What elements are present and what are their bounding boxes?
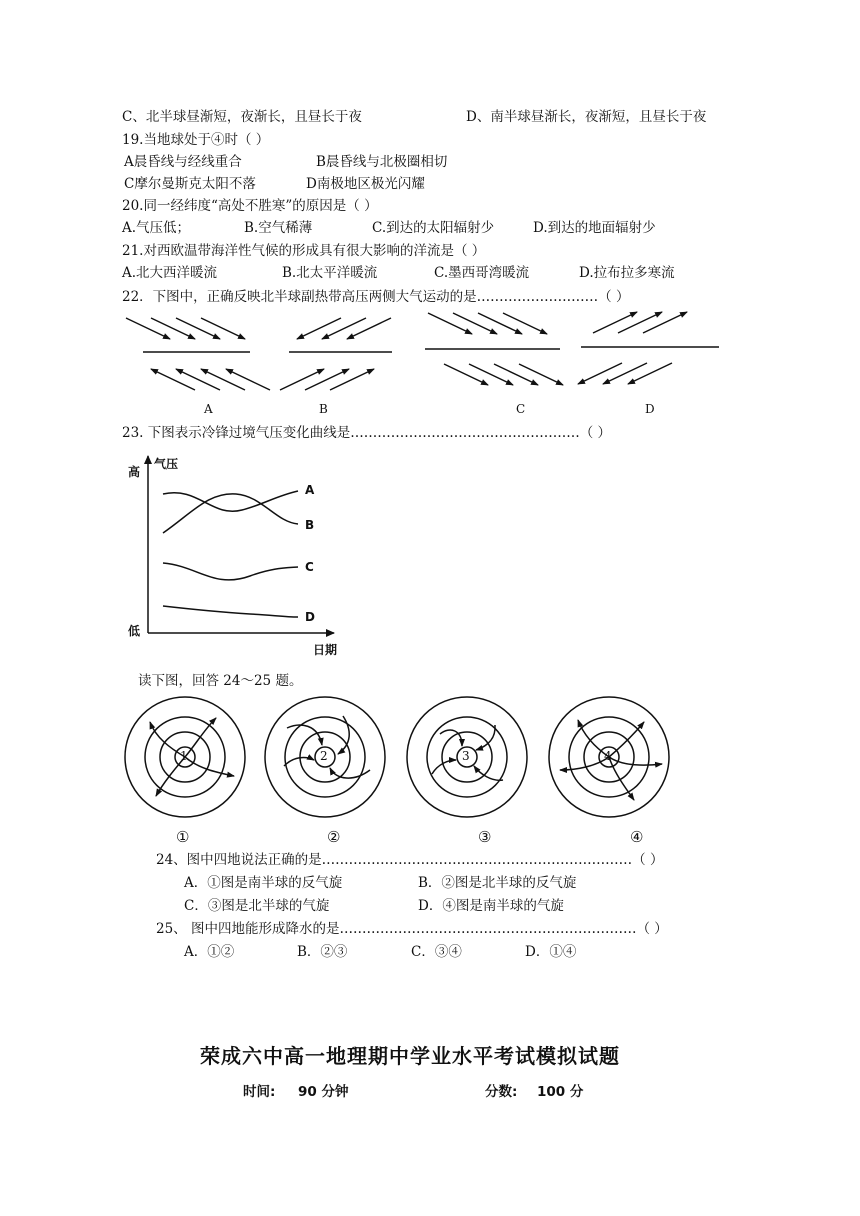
curve-c	[163, 563, 298, 580]
exam-score-label: 分数:	[485, 1084, 518, 1100]
circle-caption-3: ③	[478, 828, 492, 846]
circle-caption-1: ①	[176, 828, 190, 846]
q23-stem: 23. 下图表示冷锋过境气压变化曲线是……………………………………………（ ）	[122, 425, 612, 441]
q22-stem: 22．下图中，正确反映北半球副热带高压两侧大气运动的是………………………（ ）	[122, 289, 630, 305]
diagram-c	[425, 313, 563, 385]
q21-option-b: B.北太平洋暖流	[282, 265, 378, 281]
q20-option-c: C.到达的太阳辐射少	[372, 220, 495, 236]
circle-center-label-3: 3	[462, 749, 470, 763]
q21-stem: 21.对西欧温带海洋性气候的形成具有很大影响的洋流是（ ）	[122, 243, 486, 259]
q21-option-c: C.墨西哥湾暖流	[434, 265, 530, 281]
circle-caption-2: ②	[327, 828, 341, 846]
circle-center-label-1: 1	[180, 749, 188, 763]
exam-title: 荣成六中高一地理期中学业水平考试模拟试题	[200, 1044, 620, 1068]
curve-b	[163, 494, 298, 533]
curve-d	[163, 606, 298, 617]
q20-stem: 20.同一经纬度“高处不胜寒”的原因是（ ）	[122, 198, 378, 214]
q19-stem: 19.当地球处于④时（ ）	[122, 132, 270, 148]
diagram-label-d: D	[645, 402, 655, 416]
q24-option-c: C．③图是北半球的气旋	[184, 898, 330, 914]
read-prompt: 读下图，回答 24～25 题。	[138, 673, 303, 689]
q19-option-d: D南极地区极光闪耀	[306, 176, 425, 192]
q25-option-a: A．①②	[184, 944, 235, 960]
diagram-label-c: C	[516, 402, 526, 416]
q20-option-d: D.到达的地面辐射少	[533, 220, 656, 236]
q24-option-d: D．④图是南半球的气旋	[418, 898, 564, 914]
exam-time-value: 90 分钟	[298, 1084, 349, 1100]
q19-option-b: B晨昏线与北极圈相切	[316, 154, 448, 170]
q19-option-c: C摩尔曼斯克太阳不落	[124, 176, 256, 192]
circle-caption-4: ④	[630, 828, 644, 846]
q25-option-d: D．①④	[525, 944, 577, 960]
q24-option-b: B．②图是北半球的反气旋	[418, 875, 577, 891]
diagram-d	[578, 312, 719, 384]
q18-option-d: D、南半球昼渐长，夜渐短，且昼长于夜	[466, 109, 707, 125]
q21-option-a: A.北大西洋暖流	[122, 265, 218, 281]
curve-label-a: A	[305, 483, 315, 497]
wind-direction-diagrams	[0, 308, 860, 418]
x-axis-title: 日期	[313, 643, 338, 657]
q20-option-b: B.空气稀薄	[244, 220, 313, 236]
exam-time-label: 时间:	[243, 1084, 276, 1100]
pressure-curve-chart	[0, 448, 340, 658]
exam-score-value: 100 分	[537, 1084, 584, 1100]
curve-label-b: B	[305, 518, 315, 532]
y-axis-high-label: 高	[128, 465, 141, 479]
q25-stem: 25、 图中四地能形成降水的是…………………………………………………………（ ）	[156, 921, 668, 937]
diagram-label-a: A	[204, 402, 213, 416]
q18-option-c: C、北半球昼渐短，夜渐长，且昼长于夜	[122, 109, 362, 125]
diagram-label-b: B	[319, 402, 328, 416]
q19-option-a: A晨昏线与经线重合	[124, 154, 242, 170]
diagram-a	[126, 318, 270, 390]
curve-label-c: C	[305, 560, 314, 574]
curve-label-d: D	[305, 610, 315, 624]
pressure-system-diagrams	[0, 696, 760, 816]
q20-option-a: A.气压低；	[122, 220, 191, 236]
q21-option-d: D.拉布拉多寒流	[579, 265, 675, 281]
q25-option-c: C．③④	[411, 944, 462, 960]
y-axis-low-label: 低	[128, 624, 141, 638]
q25-option-b: B．②③	[297, 944, 348, 960]
diagram-b	[280, 318, 392, 390]
circle-center-label-4: 4	[604, 749, 612, 763]
q24-option-a: A．①图是南半球的反气旋	[184, 875, 343, 891]
q24-stem: 24、图中四地说法正确的是……………………………………………………………（ ）	[156, 852, 664, 868]
y-axis-title: 气压	[154, 457, 179, 471]
circle-center-label-2: 2	[320, 749, 328, 763]
